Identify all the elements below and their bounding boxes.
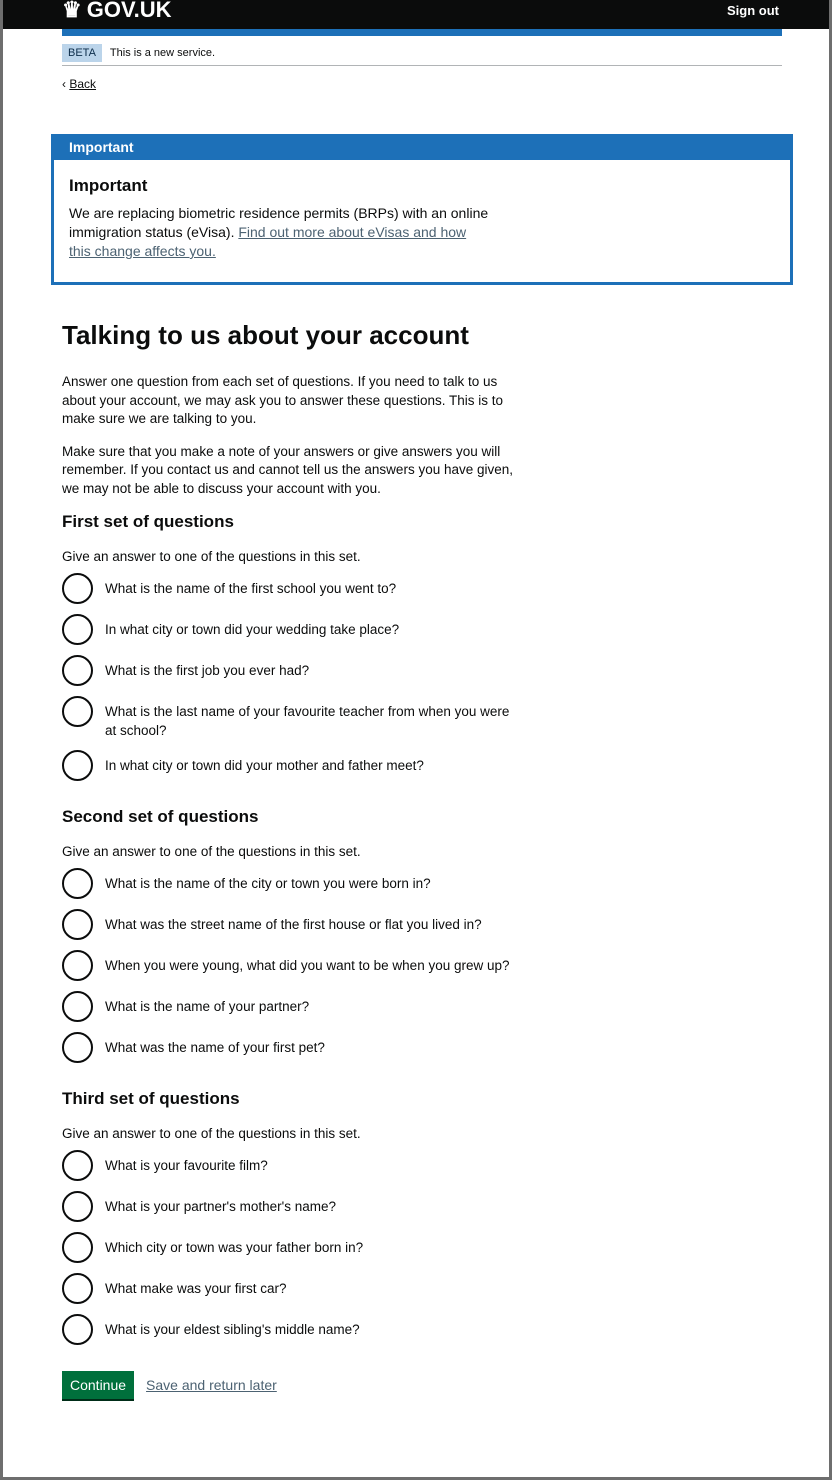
radio-button[interactable] xyxy=(62,614,93,645)
crown-icon: ♛ xyxy=(62,0,82,22)
radio-label[interactable]: What was the street name of the first house or flat you lived in? xyxy=(105,917,482,932)
radio-button[interactable] xyxy=(62,750,93,781)
radio-button[interactable] xyxy=(62,991,93,1022)
radio-button[interactable] xyxy=(62,1150,93,1181)
radio-option[interactable] xyxy=(62,950,522,981)
set-title: Second set of questions xyxy=(62,807,259,826)
question-set xyxy=(62,512,522,781)
radio-label[interactable]: What is your partner's mother's name? xyxy=(105,1199,336,1214)
radio-label[interactable]: What was the name of your first pet? xyxy=(105,1040,325,1055)
radio-option[interactable] xyxy=(62,750,522,781)
radio-button[interactable] xyxy=(62,696,93,727)
main-content xyxy=(62,320,522,1399)
banner-heading: Important xyxy=(69,176,148,195)
header-bar xyxy=(62,29,782,36)
evisa-link[interactable]: Find out more about eVisas and how this change affects you. xyxy=(69,224,467,259)
radio-option[interactable] xyxy=(62,1150,522,1181)
radio-button[interactable] xyxy=(62,868,93,899)
chevron-left-icon: ‹ xyxy=(62,77,66,91)
radio-button[interactable] xyxy=(62,1273,93,1304)
radio-label[interactable]: When you were young, what did you want to be when you grew up? xyxy=(105,958,510,973)
radio-label[interactable]: What make was your first car? xyxy=(105,1281,287,1296)
radio-option[interactable] xyxy=(62,1032,522,1063)
question-set xyxy=(62,807,522,1063)
continue-button[interactable]: Continue xyxy=(62,1371,134,1399)
radio-option[interactable] xyxy=(62,909,522,940)
radio-button[interactable] xyxy=(62,573,93,604)
back-link[interactable]: Back xyxy=(69,77,97,91)
radio-button[interactable] xyxy=(62,655,93,686)
set-hint: Give an answer to one of the questions in this set. xyxy=(62,844,361,859)
phase-text: This is a new service. xyxy=(109,47,216,59)
radio-option[interactable] xyxy=(62,991,522,1022)
radio-option[interactable] xyxy=(62,614,522,645)
page-title: Talking to us about your account xyxy=(62,320,469,350)
radio-button[interactable] xyxy=(62,909,93,940)
govuk-logo[interactable] xyxy=(62,0,172,23)
radio-label[interactable]: What is your favourite film? xyxy=(105,1158,268,1173)
radio-option[interactable] xyxy=(62,1232,522,1263)
important-banner xyxy=(51,134,793,285)
radio-button[interactable] xyxy=(62,1314,93,1345)
radio-label[interactable]: In what city or town did your mother and father meet? xyxy=(105,758,424,773)
save-and-return-link[interactable]: Save and return later xyxy=(146,1377,277,1393)
govuk-header xyxy=(3,0,829,29)
radio-label[interactable]: What is the last name of your favourite teacher from when you were at school? xyxy=(105,704,510,738)
radio-option[interactable] xyxy=(62,655,522,686)
sign-out-link[interactable]: Sign out xyxy=(727,3,779,18)
radio-button[interactable] xyxy=(62,1191,93,1222)
set-hint: Give an answer to one of the questions in this set. xyxy=(62,549,361,564)
radio-option[interactable] xyxy=(62,1273,522,1304)
radio-option[interactable] xyxy=(62,1191,522,1222)
radio-label[interactable]: Which city or town was your father born in? xyxy=(105,1240,364,1255)
radio-option[interactable] xyxy=(62,1314,522,1345)
radio-button[interactable] xyxy=(62,950,93,981)
radio-option[interactable] xyxy=(62,868,522,899)
set-title: Third set of questions xyxy=(62,1089,240,1108)
radio-label[interactable]: What is the name of the city or town you were born in? xyxy=(105,876,431,891)
intro-paragraph: Make sure that you make a note of your answers or give answers you will remember. If you contact us and cannot tell us the answers you have given, we may not be able to discuss your account with you. xyxy=(62,443,514,496)
radio-label[interactable]: What is the first job you ever had? xyxy=(105,663,310,678)
beta-tag: BETA xyxy=(62,44,102,62)
back-link-container xyxy=(62,77,96,91)
page xyxy=(3,0,829,1477)
set-title: First set of questions xyxy=(62,512,234,531)
radio-label[interactable]: In what city or town did your wedding take place? xyxy=(105,622,400,637)
phase-banner xyxy=(62,41,782,66)
logo-text: GOV.UK xyxy=(86,0,172,22)
banner-title: Important xyxy=(54,134,790,160)
radio-label[interactable]: What is your eldest sibling's middle name? xyxy=(105,1322,360,1337)
radio-label[interactable]: What is the name of the first school you went to? xyxy=(105,581,397,596)
radio-button[interactable] xyxy=(62,1232,93,1263)
banner-text: We are replacing biometric residence permits (BRPs) with an online immigration status (eVisa). xyxy=(69,205,489,240)
question-set xyxy=(62,1089,522,1345)
radio-option[interactable] xyxy=(62,573,522,604)
radio-label[interactable]: What is the name of your partner? xyxy=(105,999,310,1014)
radio-button[interactable] xyxy=(62,1032,93,1063)
intro-paragraph: Answer one question from each set of questions. If you need to talk to us about your account, we may ask you to answer these questions. This is to make sure we are talking to you. xyxy=(62,374,503,426)
radio-option[interactable] xyxy=(62,696,522,740)
set-hint: Give an answer to one of the questions in this set. xyxy=(62,1126,361,1141)
